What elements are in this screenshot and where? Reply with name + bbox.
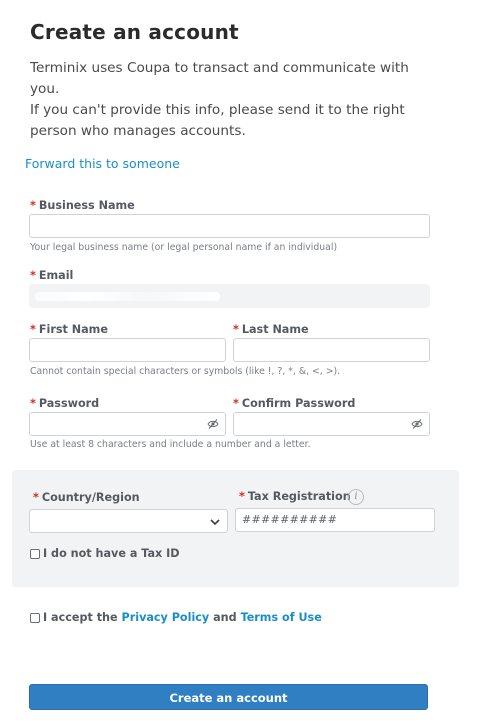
create-account-button[interactable]: Create an account	[29, 684, 428, 710]
email-field	[29, 284, 430, 308]
eye-slash-icon[interactable]	[411, 418, 423, 430]
required-marker: *	[233, 323, 239, 336]
first-name-label	[30, 323, 108, 336]
last-name-label	[233, 323, 309, 336]
tax-panel	[12, 470, 459, 587]
required-marker: *	[233, 397, 239, 410]
country-select[interactable]	[29, 509, 228, 533]
accept-terms-and: and	[213, 611, 237, 624]
eye-slash-icon[interactable]	[207, 418, 219, 430]
email-label	[30, 269, 73, 282]
last-name-label-text: Last Name	[241, 323, 309, 336]
page-title: Create an account	[30, 20, 239, 44]
terms-of-use-link[interactable]: Terms of Use	[240, 611, 322, 624]
accept-terms-prefix: I accept the	[43, 611, 118, 624]
password-input[interactable]	[29, 412, 226, 436]
no-tax-id-label: I do not have a Tax ID	[43, 547, 180, 560]
confirm-password-input[interactable]	[233, 412, 430, 436]
info-icon[interactable]: i	[348, 489, 364, 505]
required-marker: *	[30, 269, 36, 282]
country-label-text: Country/Region	[41, 491, 140, 504]
last-name-input[interactable]	[233, 338, 430, 362]
tax-registration-label-text: Tax Registration	[247, 490, 351, 503]
accept-terms-checkbox[interactable]	[30, 613, 40, 623]
password-label	[30, 397, 99, 410]
tax-registration-value: ##########	[242, 513, 338, 526]
no-tax-id-checkbox[interactable]	[30, 549, 40, 559]
first-name-input[interactable]	[29, 338, 226, 362]
intro-text	[30, 58, 440, 142]
business-name-label-text: Business Name	[38, 199, 135, 212]
required-marker: *	[30, 323, 36, 336]
country-label	[33, 491, 140, 504]
intro-line-1: Terminix uses Coupa to transact and communicate with you.	[30, 60, 409, 97]
password-hint: Use at least 8 characters and include a number and a letter.	[30, 439, 311, 450]
forward-link[interactable]: Forward this to someone	[25, 156, 180, 171]
business-name-hint: Your legal business name (or legal personal name if an individual)	[30, 242, 338, 253]
intro-line-2: If you can't provide this info, please send it to the right person who manages accounts.	[30, 102, 405, 139]
chevron-down-icon	[209, 516, 221, 528]
confirm-password-label	[233, 397, 355, 410]
tax-registration-input[interactable]	[235, 508, 435, 532]
tax-registration-label	[239, 490, 351, 503]
password-label-text: Password	[38, 397, 100, 410]
name-hint: Cannot contain special characters or symbols (like !, ?, *, &, <, >).	[30, 366, 341, 377]
email-label-text: Email	[38, 269, 74, 282]
required-marker: *	[33, 491, 39, 504]
accept-terms-label	[43, 611, 322, 624]
business-name-label	[30, 199, 135, 212]
confirm-password-label-text: Confirm Password	[241, 397, 356, 410]
email-redacted-value	[35, 292, 220, 301]
business-name-input[interactable]	[29, 214, 430, 238]
first-name-label-text: First Name	[38, 323, 108, 336]
privacy-policy-link[interactable]: Privacy Policy	[121, 611, 210, 624]
required-marker: *	[30, 199, 36, 212]
required-marker: *	[239, 490, 245, 503]
required-marker: *	[30, 397, 36, 410]
